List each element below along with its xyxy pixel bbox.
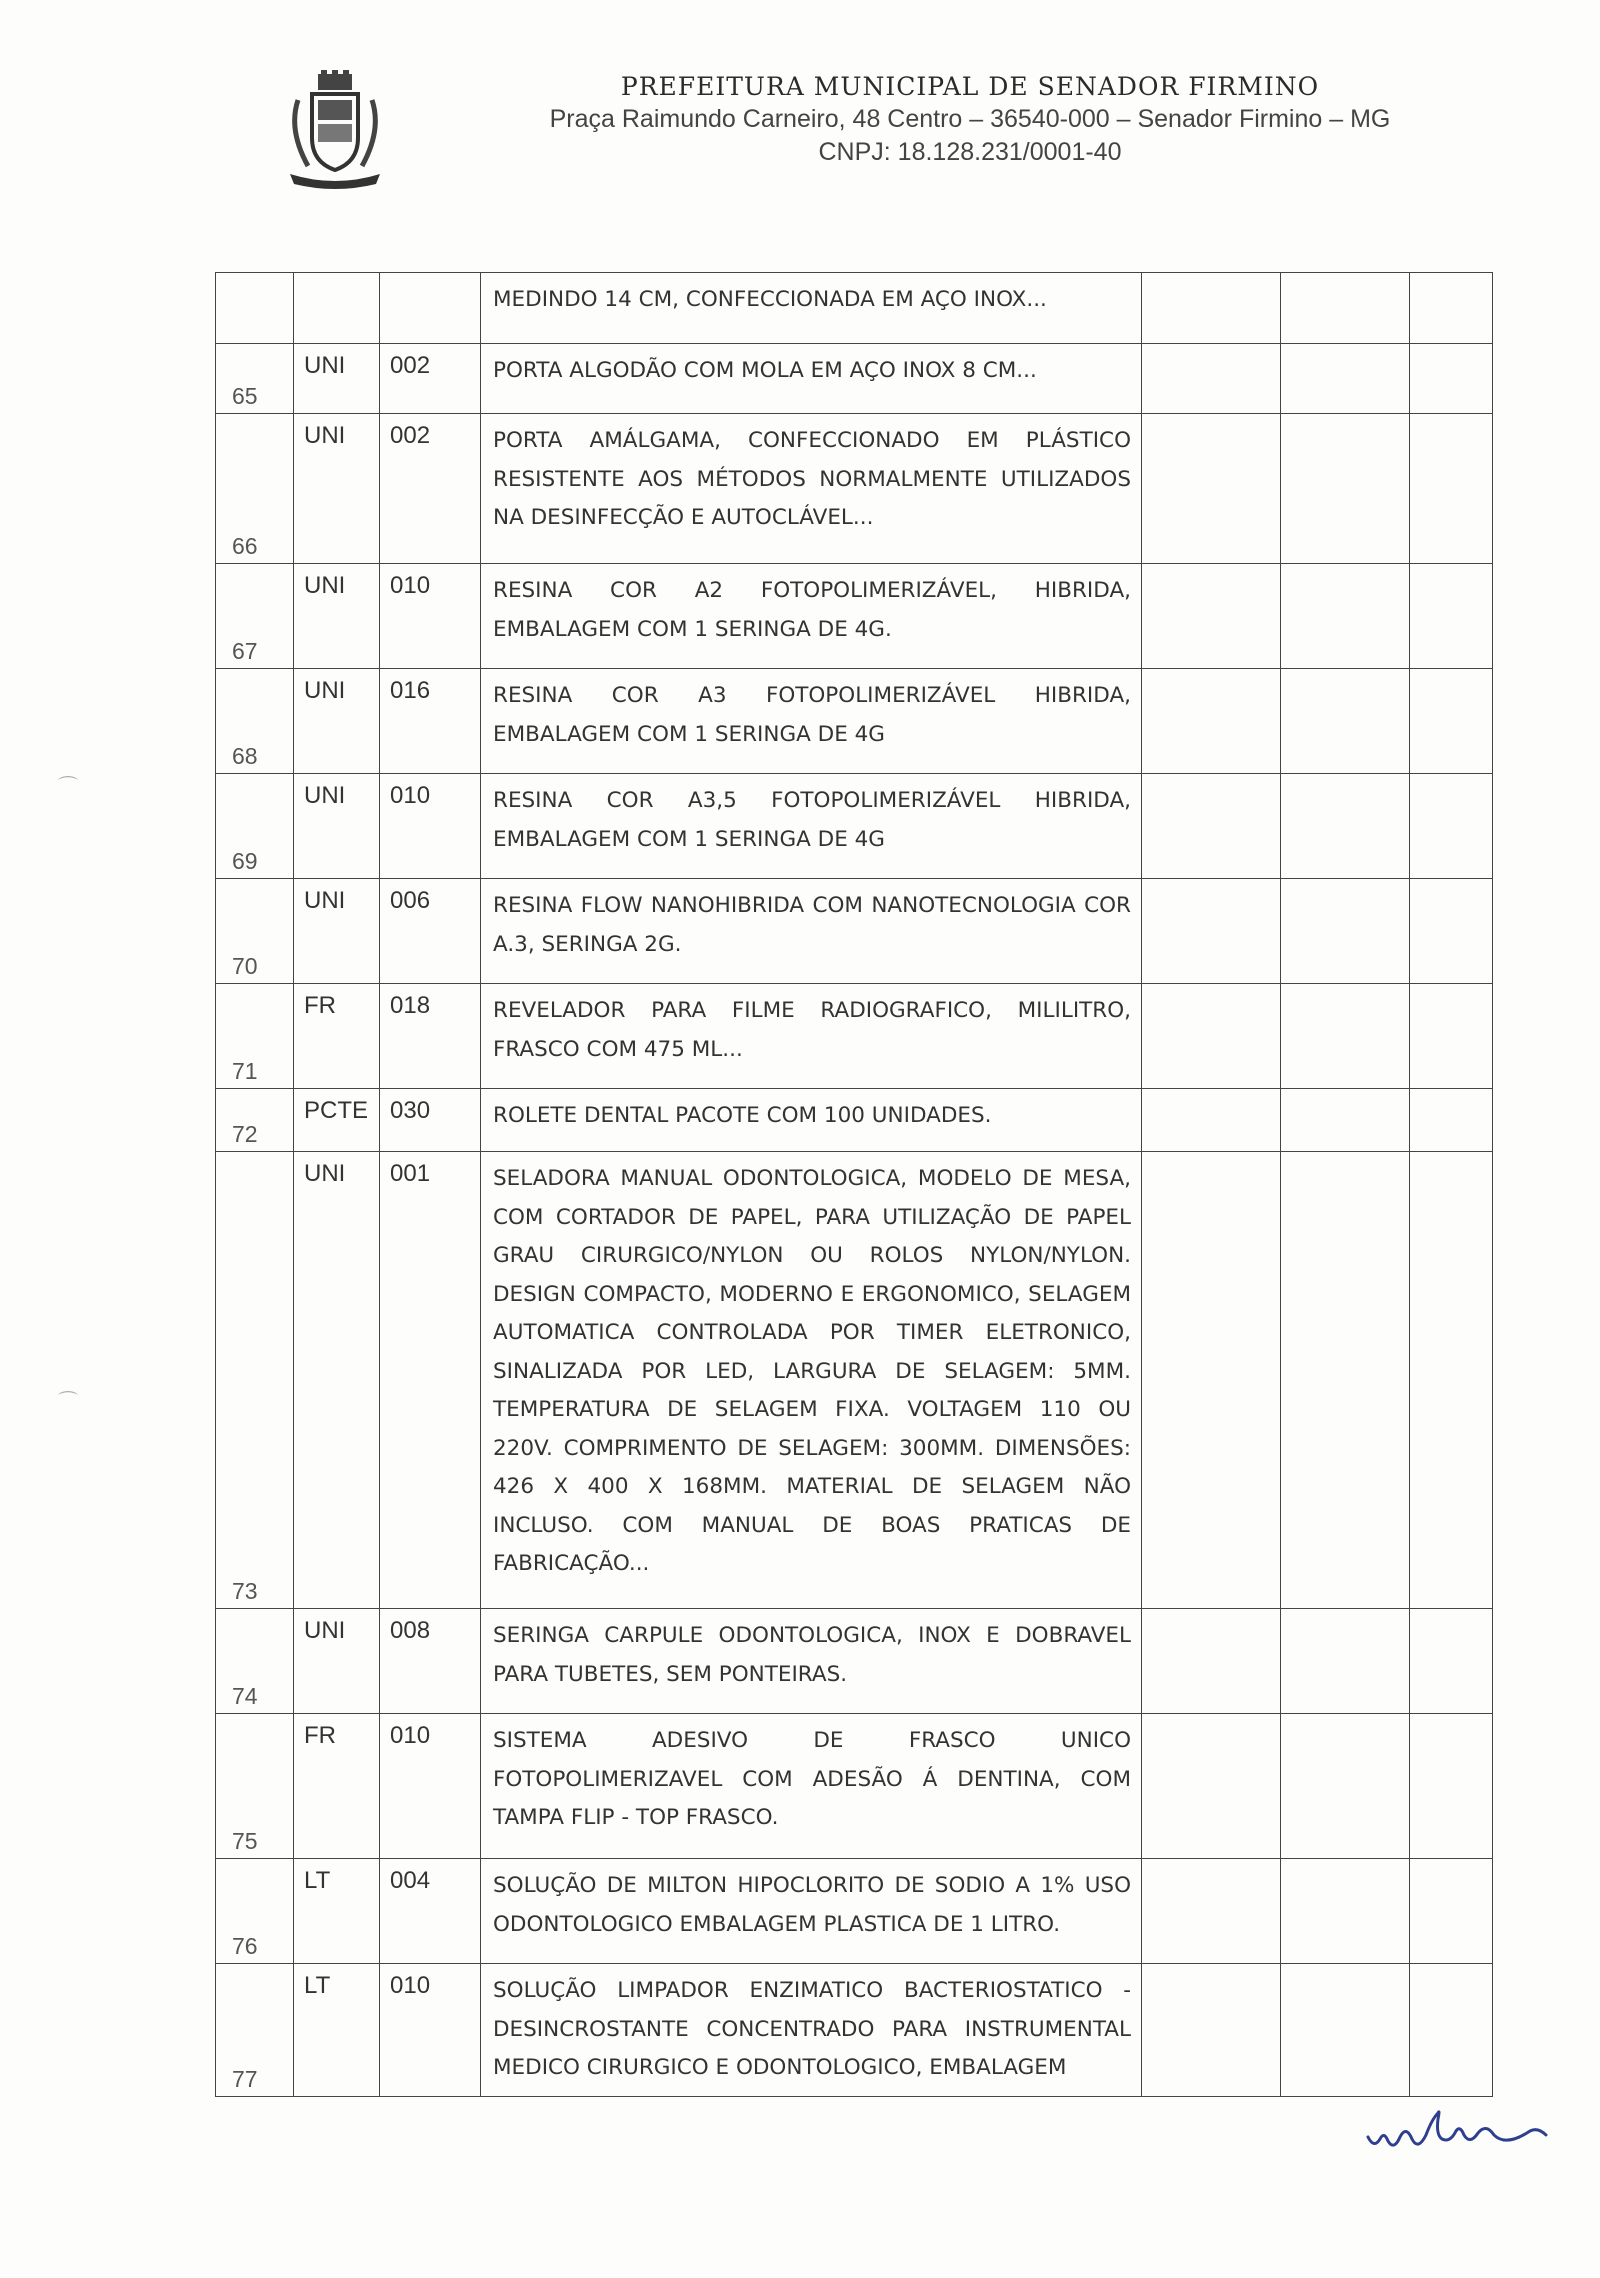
item-number-cell — [216, 414, 294, 564]
item-unit: UNI — [304, 677, 346, 704]
unit-cell — [294, 984, 380, 1089]
empty-cell — [1281, 1714, 1410, 1859]
unit-cell — [294, 344, 380, 414]
table-row — [216, 564, 1493, 669]
quantity-cell — [380, 879, 481, 984]
signature-icon — [1360, 2105, 1560, 2165]
empty-cell — [1142, 1609, 1281, 1714]
quantity-cell — [380, 1714, 481, 1859]
scan-mark: ⌒ — [58, 1389, 78, 1413]
quantity-cell — [380, 984, 481, 1089]
item-number-cell — [216, 344, 294, 414]
item-unit: FR — [304, 992, 336, 1019]
item-quantity: 004 — [390, 1867, 431, 1894]
unit-cell — [294, 1859, 380, 1964]
description-cell — [481, 1859, 1142, 1964]
unit-cell — [294, 564, 380, 669]
empty-cell — [1410, 1964, 1493, 2097]
unit-cell — [294, 1152, 380, 1609]
table-row — [216, 344, 1493, 414]
empty-cell — [1142, 1859, 1281, 1964]
empty-cell — [1142, 984, 1281, 1089]
item-unit: UNI — [304, 887, 346, 914]
description-cell — [481, 1089, 1142, 1152]
quantity-cell — [380, 414, 481, 564]
table-row — [216, 879, 1493, 984]
item-description: REVELADOR PARA FILME RADIOGRAFICO, MILILITRO, FRASCO COM 475 ML... — [493, 998, 1131, 1062]
table-row — [216, 1609, 1493, 1714]
empty-cell — [1281, 879, 1410, 984]
table-row — [216, 1859, 1493, 1964]
item-quantity: 018 — [390, 992, 431, 1019]
item-quantity — [380, 273, 480, 281]
item-quantity: 010 — [390, 572, 431, 599]
empty-cell — [1281, 414, 1410, 564]
item-description: MEDINDO 14 CM, CONFECCIONADA EM AÇO INOX... — [493, 287, 1047, 312]
item-description: RESINA COR A2 FOTOPOLIMERIZÁVEL, HIBRIDA, EMBALAGEM COM 1 SERINGA DE 4G. — [493, 578, 1131, 642]
item-number: 77 — [232, 2065, 258, 2092]
scan-mark: ⌒ — [58, 774, 78, 798]
description-cell — [481, 774, 1142, 879]
item-unit: UNI — [304, 782, 346, 809]
item-number-cell — [216, 1152, 294, 1609]
item-number-cell — [216, 1609, 294, 1714]
table-row — [216, 1089, 1493, 1152]
item-quantity: 006 — [390, 887, 431, 914]
item-number-cell — [216, 879, 294, 984]
item-description: SISTEMA ADESIVO DE FRASCO UNICO FOTOPOLIMERIZAVEL COM ADESÃO Á DENTINA, COM TAMPA FLIP - TOP FRASCO. — [493, 1728, 1131, 1830]
table-row — [216, 273, 1493, 344]
description-cell — [481, 564, 1142, 669]
table-row — [216, 1964, 1493, 2097]
empty-cell — [1410, 414, 1493, 564]
table-row — [216, 984, 1493, 1089]
item-number: 75 — [232, 1828, 258, 1854]
description-cell — [481, 879, 1142, 984]
item-number-cell — [216, 273, 294, 344]
empty-cell — [1281, 774, 1410, 879]
empty-cell — [1142, 774, 1281, 879]
item-number: 70 — [232, 953, 258, 979]
empty-cell — [1410, 1609, 1493, 1714]
item-description: RESINA FLOW NANOHIBRIDA COM NANOTECNOLOGIA COR A.3, SERINGA 2G. — [493, 893, 1131, 957]
description-cell — [481, 414, 1142, 564]
letterhead — [0, 0, 1600, 230]
items-table — [215, 272, 1493, 2097]
item-number-cell — [216, 669, 294, 774]
empty-cell — [1142, 564, 1281, 669]
empty-cell — [1142, 273, 1281, 344]
item-unit: UNI — [304, 572, 346, 599]
empty-cell — [1142, 669, 1281, 774]
description-cell — [481, 1964, 1142, 2097]
item-number-cell — [216, 1859, 294, 1964]
empty-cell — [1410, 774, 1493, 879]
empty-cell — [1410, 879, 1493, 984]
item-description: PORTA AMÁLGAMA, CONFECCIONADO EM PLÁSTICO RESISTENTE AOS MÉTODOS NORMALMENTE UTILIZADOS NA DESINFECÇÃO E AUTOCLÁVEL... — [493, 428, 1131, 530]
item-number: 74 — [232, 1683, 258, 1709]
empty-cell — [1410, 1152, 1493, 1609]
empty-cell — [1410, 669, 1493, 774]
item-description: RESINA COR A3 FOTOPOLIMERIZÁVEL HIBRIDA, EMBALAGEM COM 1 SERINGA DE 4G — [493, 683, 1131, 747]
unit-cell — [294, 273, 380, 344]
empty-cell — [1410, 564, 1493, 669]
unit-cell — [294, 669, 380, 774]
table-row — [216, 1714, 1493, 1859]
item-description: SELADORA MANUAL ODONTOLOGICA, MODELO DE MESA, COM CORTADOR DE PAPEL, PARA UTILIZAÇÃO DE PAPEL GRAU CIRURGICO/NYLON OU ROLOS NYLON/NYLON. DESIGN COMPACTO, MODERNO E ERGONOMICO, SELAGEM AUTOMATICA CONTROLADA POR TIMER ELETRONICO, SINALIZADA POR LED, LARGURA DE SELAGEM: 5MM. TEMPERATURA DE SELAGEM FIXA. VOLTAGEM 110 OU 220V. COMPRIMENTO DE SELAGEM: 300MM. DIMENSÕES: 426 X 400 X 168MM. MATERIAL DE SELAGEM NÃO INCLUSO. COM MANUAL DE BOAS PRATICAS DE FABRICAÇÃO... — [493, 1166, 1131, 1576]
description-cell — [481, 669, 1142, 774]
item-number-cell — [216, 774, 294, 879]
empty-cell — [1281, 564, 1410, 669]
item-quantity: 002 — [390, 422, 431, 449]
quantity-cell — [380, 1964, 481, 2097]
empty-cell — [1410, 344, 1493, 414]
item-unit — [294, 273, 379, 281]
empty-cell — [1281, 273, 1410, 344]
empty-cell — [1142, 879, 1281, 984]
item-number: 67 — [232, 638, 258, 664]
unit-cell — [294, 1714, 380, 1859]
table-row — [216, 774, 1493, 879]
description-cell — [481, 1152, 1142, 1609]
item-unit: PCTE — [304, 1097, 369, 1124]
empty-cell — [1142, 1152, 1281, 1609]
description-cell — [481, 1714, 1142, 1859]
item-number-cell — [216, 1089, 294, 1152]
item-description: RESINA COR A3,5 FOTOPOLIMERIZÁVEL HIBRIDA, EMBALAGEM COM 1 SERINGA DE 4G — [493, 788, 1131, 852]
empty-cell — [1142, 414, 1281, 564]
item-quantity: 016 — [390, 677, 431, 704]
municipality-name: PREFEITURA MUNICIPAL DE SENADOR FIRMINO — [620, 72, 1320, 101]
description-cell — [481, 984, 1142, 1089]
empty-cell — [1281, 1859, 1410, 1964]
item-number-cell — [216, 564, 294, 669]
description-cell — [481, 273, 1142, 344]
unit-cell — [294, 774, 380, 879]
unit-cell — [294, 1089, 380, 1152]
quantity-cell — [380, 1859, 481, 1964]
item-description: SERINGA CARPULE ODONTOLOGICA, INOX E DOBRAVEL PARA TUBETES, SEM PONTEIRAS. — [493, 1623, 1131, 1687]
item-quantity: 010 — [390, 782, 431, 809]
empty-cell — [1281, 669, 1410, 774]
quantity-cell — [380, 669, 481, 774]
item-number: 65 — [232, 383, 258, 409]
item-description: PORTA ALGODÃO COM MOLA EM AÇO INOX 8 CM... — [493, 358, 1037, 383]
empty-cell — [1410, 1089, 1493, 1152]
description-cell — [481, 1609, 1142, 1714]
description-cell — [481, 344, 1142, 414]
item-quantity: 008 — [390, 1617, 431, 1644]
empty-cell — [1281, 1609, 1410, 1714]
item-unit: LT — [304, 1867, 331, 1894]
empty-cell — [1281, 1089, 1410, 1152]
quantity-cell — [380, 774, 481, 879]
item-unit: FR — [304, 1722, 336, 1749]
empty-cell — [1281, 1152, 1410, 1609]
empty-cell — [1281, 344, 1410, 414]
empty-cell — [1142, 344, 1281, 414]
unit-cell — [294, 879, 380, 984]
unit-cell — [294, 1964, 380, 2097]
empty-cell — [1142, 1964, 1281, 2097]
item-number: 73 — [232, 1578, 258, 1604]
item-number: 72 — [232, 1121, 258, 1147]
quantity-cell — [380, 273, 481, 344]
unit-cell — [294, 414, 380, 564]
empty-cell — [1281, 984, 1410, 1089]
empty-cell — [1410, 1714, 1493, 1859]
item-number: 66 — [232, 533, 258, 559]
empty-cell — [1142, 1089, 1281, 1152]
item-number: 68 — [232, 743, 258, 769]
quantity-cell — [380, 1152, 481, 1609]
item-quantity: 010 — [390, 1722, 431, 1749]
item-number-cell — [216, 1714, 294, 1859]
item-quantity: 010 — [390, 1972, 431, 1999]
item-description: SOLUÇÃO DE MILTON HIPOCLORITO DE SODIO A 1% USO ODONTOLOGICO EMBALAGEM PLASTICA DE 1 LITRO. — [493, 1873, 1131, 1937]
unit-cell — [294, 1609, 380, 1714]
item-number-cell — [216, 1964, 294, 2097]
quantity-cell — [380, 1089, 481, 1152]
item-unit: UNI — [304, 352, 346, 379]
quantity-cell — [380, 1609, 481, 1714]
item-quantity: 001 — [390, 1160, 431, 1187]
item-unit: UNI — [304, 1617, 346, 1644]
item-description: SOLUÇÃO LIMPADOR ENZIMATICO BACTERIOSTATICO - DESINCROSTANTE CONCENTRADO PARA INSTRUMENTAL MEDICO CIRURGICO E ODONTOLOGICO, EMBALAGEM — [493, 1978, 1131, 2080]
item-number: 76 — [232, 1933, 258, 1959]
cnpj-line: CNPJ: 18.128.231/0001-40 — [818, 138, 1122, 166]
address-line: Praça Raimundo Carneiro, 48 Centro – 36540-000 – Senador Firmino – MG — [549, 105, 1391, 133]
item-quantity: 002 — [390, 352, 431, 379]
empty-cell — [1410, 273, 1493, 344]
table-row — [216, 1152, 1493, 1609]
empty-cell — [1281, 1964, 1410, 2097]
item-description: ROLETE DENTAL PACOTE COM 100 UNIDADES. — [493, 1103, 992, 1128]
item-unit: LT — [304, 1972, 331, 1999]
item-number: 71 — [232, 1058, 258, 1084]
municipal-coat-of-arms-icon — [280, 70, 390, 190]
empty-cell — [1410, 984, 1493, 1089]
item-number-cell — [216, 984, 294, 1089]
table-row — [216, 669, 1493, 774]
item-unit: UNI — [304, 422, 346, 449]
quantity-cell — [380, 564, 481, 669]
empty-cell — [1410, 1859, 1493, 1964]
item-unit: UNI — [304, 1160, 346, 1187]
item-quantity: 030 — [390, 1097, 431, 1124]
item-number: 69 — [232, 848, 258, 874]
empty-cell — [1142, 1714, 1281, 1859]
quantity-cell — [380, 344, 481, 414]
table-row — [216, 414, 1493, 564]
